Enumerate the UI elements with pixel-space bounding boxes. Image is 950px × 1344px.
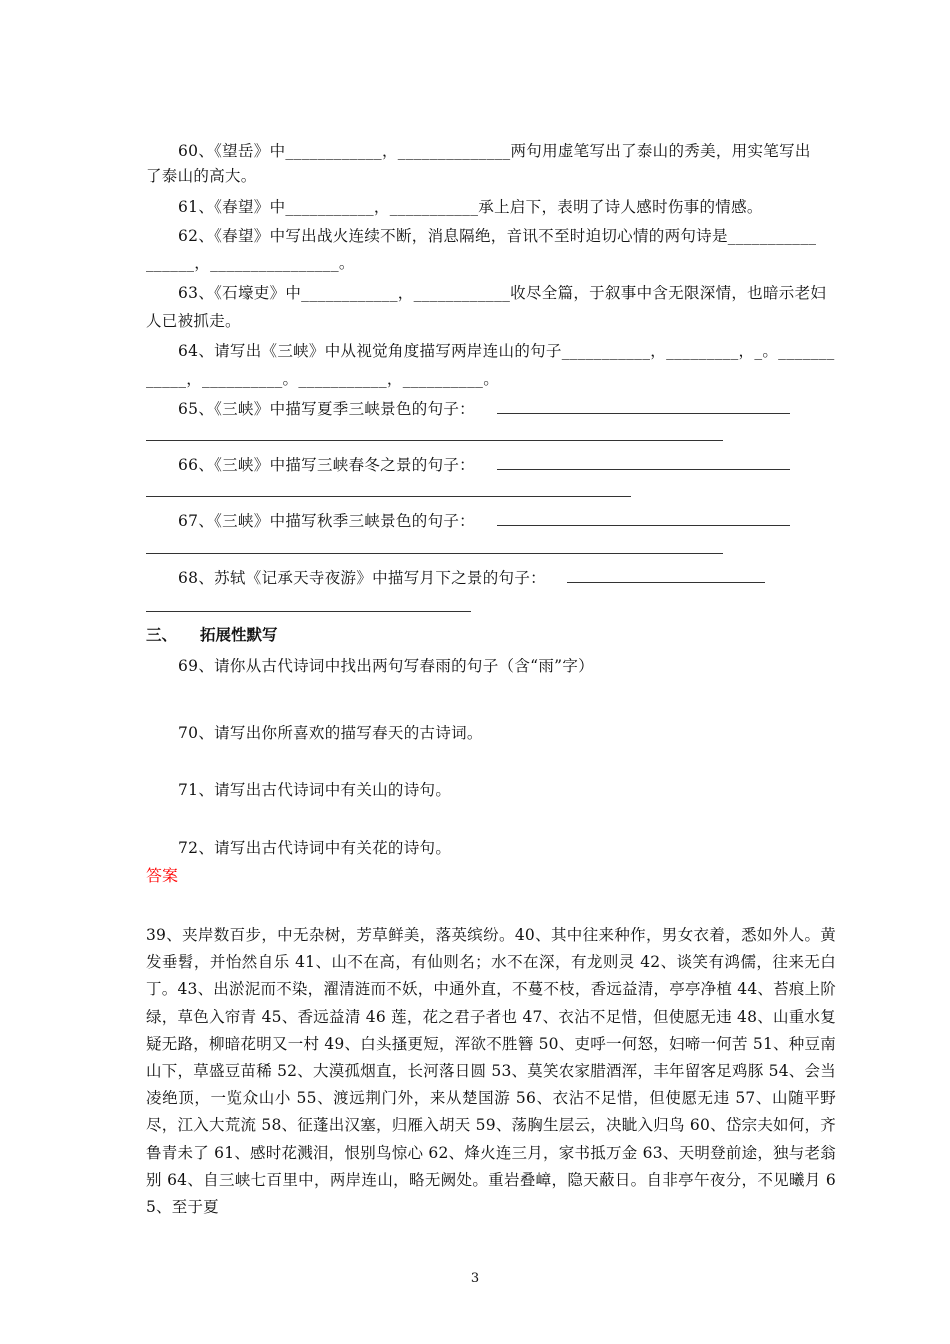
section-3-heading [146, 624, 278, 646]
question-64-line-1: 64、请写出《三峡》中从视觉角度描写两岸连山的句子___________，_________，_。_______ [178, 342, 835, 360]
question-64-line-2: _____，__________。___________，__________。 [146, 370, 499, 388]
answer-blank-68a [567, 582, 765, 583]
answer-blank-67b [146, 553, 723, 554]
answer-blank-67a [497, 525, 790, 526]
answer-blank-66b [146, 496, 631, 497]
question-60-line-1: 60、《望岳》中____________，______________两句用虚笔写出了泰山的秀美，用实笔写出 [178, 142, 811, 160]
question-60-line-2: 了泰山的高大。 [146, 167, 257, 185]
question-72: 72、请写出古代诗词中有关花的诗句。 [178, 839, 452, 857]
answer-blank-66a [497, 469, 790, 470]
answer-label: 答案 [146, 866, 179, 885]
question-67: 67、《三峡》中描写秋季三峡景色的句子： [178, 512, 475, 530]
question-71: 71、请写出古代诗词中有关山的诗句。 [178, 781, 452, 799]
section-3-number: 三、 [146, 626, 178, 644]
answer-blank-65a [497, 413, 790, 414]
question-69: 69、请你从古代诗词中找出两句写春雨的句子（含“雨”字） [178, 657, 594, 675]
question-61: 61、《春望》中___________，___________承上启下，表明了诗人感时伤事的情感。 [178, 198, 763, 216]
section-3-title: 拓展性默写 [200, 626, 278, 644]
question-62-line-1: 62、《春望》中写出战火连续不断，消息隔绝，音讯不至时迫切心情的两句诗是___________ [178, 227, 817, 245]
question-68: 68、苏轼《记承天寺夜游》中描写月下之景的句子： [178, 569, 546, 587]
question-70: 70、请写出你所喜欢的描写春天的古诗词。 [178, 724, 483, 742]
answer-text: 39、夹岸数百步，中无杂树，芳草鲜美，落英缤纷。40、其中往来种作，男女衣着，悉如外人。黄发垂髫，并怡然自乐 41、山不在高，有仙则名；水不在深，有龙则灵 42、谈笑有鸿儒，往来无白丁。43、出淤泥而不染，濯清涟而不妖，中通外直，不蔓不枝，香远益清，亭亭净植 44、苔痕上阶绿，草色入帘青 45、香远益清 46 莲，花之君子者也 47、衣沾不足惜，但使愿无违 48、山重水复疑无路，柳暗花明又一村 49、白头搔更短，浑欲不胜簪 50、吏呼一何怒，妇啼一何苦 51、种豆南山下，草盛豆苗稀 52、大漠孤烟直，长河落日圆 53、莫笑农家腊酒浑，丰年留客足鸡豚 54、会当凌绝顶，一览众山小 55、渡远荆门外，来从楚国游 56、衣沾不足惜，但使愿无违 57、山随平野尽，江入大荒流 58、征蓬出汉塞，归雁入胡天 59、荡胸生层云，决眦入归鸟 60、岱宗夫如何，齐鲁青未了 61、感时花溅泪，恨别鸟惊心 62、烽火连三月，家书抵万金 63、天明登前途，独与老翁别 64、自三峡七百里中，两岸连山，略无阙处。重岩叠嶂，隐天蔽日。自非亭午夜分，不见曦月 65、至于夏 [146, 926, 836, 1217]
question-65: 65、《三峡》中描写夏季三峡景色的句子： [178, 400, 475, 418]
question-66: 66、《三峡》中描写三峡春冬之景的句子： [178, 456, 475, 474]
question-63-line-2: 人已被抓走。 [146, 312, 241, 330]
question-62-line-2: ______，________________。 [146, 254, 355, 272]
page-number: 3 [470, 1271, 480, 1286]
answer-blank-65b [146, 440, 723, 441]
answer-blank-68b [146, 611, 471, 612]
question-63-line-1: 63、《石壕吏》中____________，____________收尽全篇，于叙事中含无限深情，也暗示老妇 [178, 284, 827, 302]
